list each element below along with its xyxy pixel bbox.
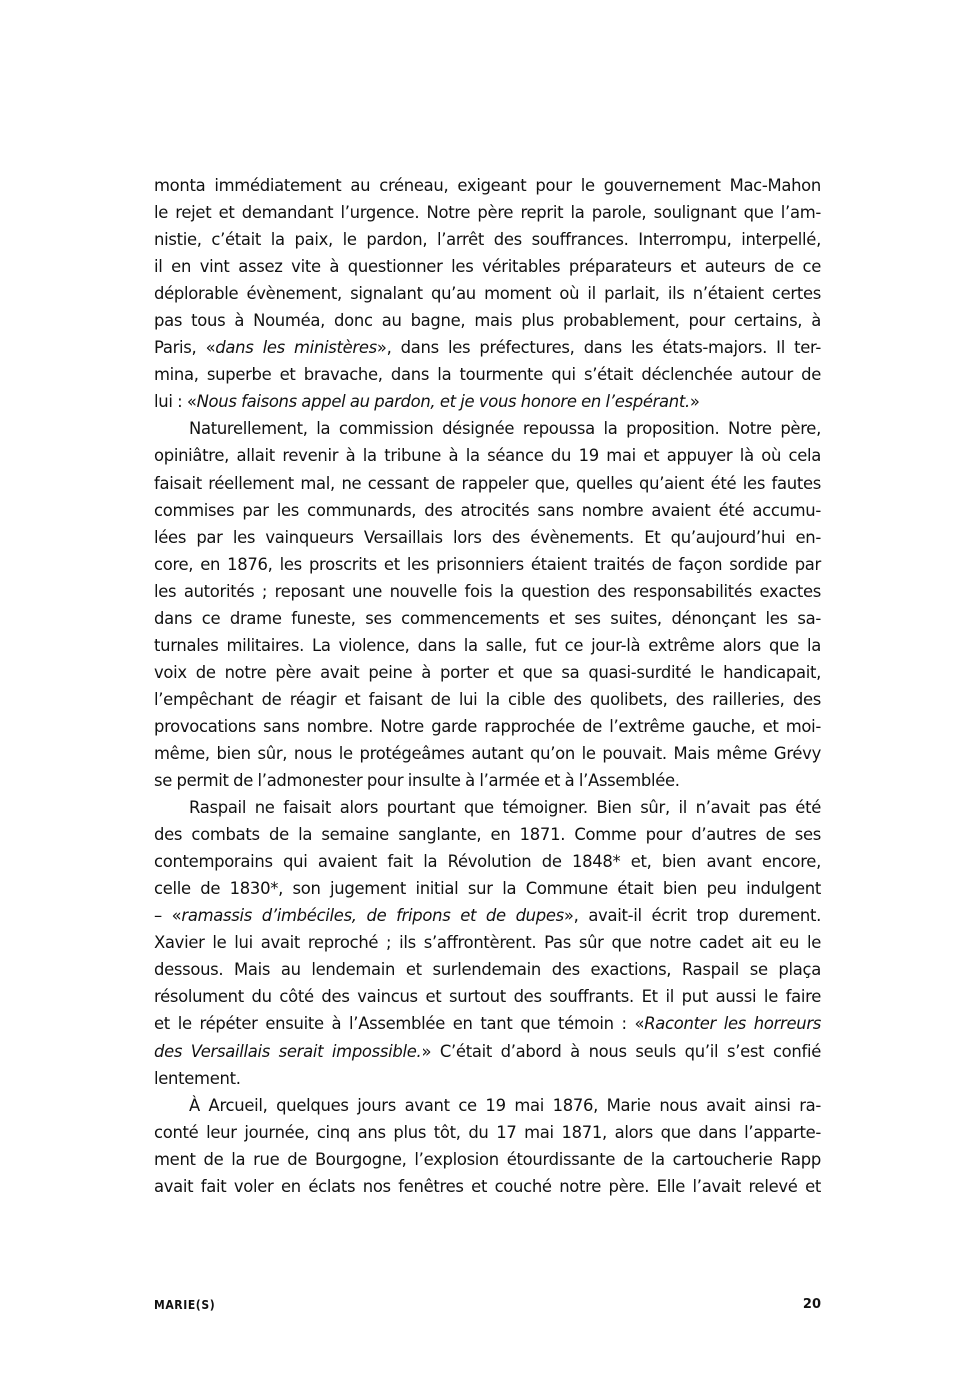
text-line: même, bien sûr, nous le protégeâmes autant qu’on le pouvait. Mais même Grévy <box>154 743 821 763</box>
text-line: des Versaillais serait impossible.» C’était d’abord à nous seuls qu’il s’est confié <box>154 1041 821 1061</box>
text-line: commises par les communards, des atrocités sans nombre avaient été accumu- <box>154 500 821 520</box>
paragraph <box>154 172 821 415</box>
text-line: résolument du côté des vaincus et surtout des souffrants. Et il put aussi le faire <box>154 987 821 1007</box>
text-line: contemporains qui avaient fait la Révolution de 1848* et, bien avant encore, <box>154 852 821 872</box>
text-line: les autorités ; reposant une nouvelle fois la question des responsabilités exactes <box>154 581 821 601</box>
text-line: lui : «Nous faisons appel au pardon, et je vous honore en l’espérant.» <box>154 392 700 412</box>
text-line: avait fait voler en éclats nos fenêtres et couché notre père. Elle l’avait relevé et <box>154 1176 821 1196</box>
italic-quote: des Versaillais serait impossible. <box>154 1041 422 1061</box>
text-line: le rejet et demandant l’urgence. Notre père reprit la parole, soulignant que l’am- <box>154 203 821 223</box>
text-line: opiniâtre, allait revenir à la tribune à la séance du 19 mai et appuyer là où cela <box>154 446 821 466</box>
text-line: lées par les vainqueurs Versaillais lors des évènements. Et qu’aujourd’hui en- <box>154 527 821 547</box>
text-line: il en vint assez vite à questionner les véritables préparateurs et auteurs de ce <box>154 257 821 277</box>
page-number: 20 <box>802 1297 821 1312</box>
text-line: Naturellement, la commission désignée repoussa la proposition. Notre père, <box>189 419 821 439</box>
italic-quote: dans les ministères <box>215 338 377 358</box>
italic-quote: ramassis d’imbéciles, de fripons et de dupes <box>181 906 564 926</box>
text-line: et le répéter ensuite à l’Assemblée en tant que témoin : «Raconter les horreurs <box>154 1014 821 1034</box>
paragraph <box>154 794 821 1092</box>
italic-quote: Raconter les horreurs <box>644 1014 821 1034</box>
text-line: Paris, «dans les ministères», dans les préfectures, dans les états-majors. Il ter- <box>154 338 821 358</box>
text-line: provocations sans nombre. Notre garde rapprochée de l’extrême gauche, et moi- <box>154 716 821 736</box>
paragraph <box>154 415 821 794</box>
text-line: nistie, c’était la paix, le pardon, l’arrêt des souffrances. Interrompu, interpellé, <box>154 230 821 250</box>
text-line: se permit de l’admonester pour insulte à l’armée et à l’Assemblée. <box>154 771 680 791</box>
text-line: lentement. <box>154 1068 241 1088</box>
text-line: core, en 1876, les proscrits et les prisonniers étaient traités de façon sordide par <box>154 554 821 574</box>
text-line: Xavier le lui avait reproché ; ils s’affrontèrent. Pas sûr que notre cadet ait eu le <box>154 933 821 953</box>
body-text <box>154 172 821 1200</box>
running-title: MARIE(S) <box>154 1298 216 1312</box>
text-line: faisait réellement mal, ne cessant de rappeler que, quelles qu’aient été les fautes <box>154 473 821 493</box>
text-line: turnales militaires. La violence, dans la salle, fut ce jour-là extrême alors que la <box>154 635 821 655</box>
text-line: l’empêchant de réagir et faisant de lui la cible des quolibets, des railleries, des <box>154 689 821 709</box>
text-line: mina, superbe et bravache, dans la tourmente qui s’était déclenchée autour de <box>154 365 821 385</box>
italic-quote: Nous faisons appel au pardon, et je vous honore en l’espérant. <box>196 392 690 412</box>
text-line: ment de la rue de Bourgogne, l’explosion étourdissante de la cartoucherie Rapp <box>154 1149 821 1169</box>
text-line: conté leur journée, cinq ans plus tôt, du 17 mai 1871, alors que dans l’apparte- <box>154 1122 821 1142</box>
text-line: celle de 1830*, son jugement initial sur la Commune était bien peu indulgent <box>154 879 821 899</box>
text-line: – «ramassis d’imbéciles, de fripons et de dupes», avait-il écrit trop durement. <box>154 906 821 926</box>
text-line: À Arcueil, quelques jours avant ce 19 mai 1876, Marie nous avait ainsi ra- <box>189 1095 821 1115</box>
paragraph <box>154 1092 821 1200</box>
text-line: dans ce drame funeste, ses commencements et ses suites, dénonçant les sa- <box>154 608 821 628</box>
text-line: déplorable évènement, signalant qu’au moment où il parlait, ils n’étaient certes <box>154 284 821 304</box>
text-line: des combats de la semaine sanglante, en 1871. Comme pour d’autres de ses <box>154 825 821 845</box>
text-line: Raspail ne faisait alors pourtant que témoigner. Bien sûr, il n’avait pas été <box>189 798 821 818</box>
text-line: monta immédiatement au créneau, exigeant pour le gouvernement Mac-Mahon <box>154 176 821 195</box>
text-line: voix de notre père avait peine à porter et que sa quasi-surdité le handicapait, <box>154 662 821 682</box>
text-line: dessous. Mais au lendemain et surlendemain des exactions, Raspail se plaça <box>154 960 821 980</box>
text-line: pas tous à Nouméa, donc au bagne, mais plus probablement, pour certains, à <box>154 311 821 331</box>
